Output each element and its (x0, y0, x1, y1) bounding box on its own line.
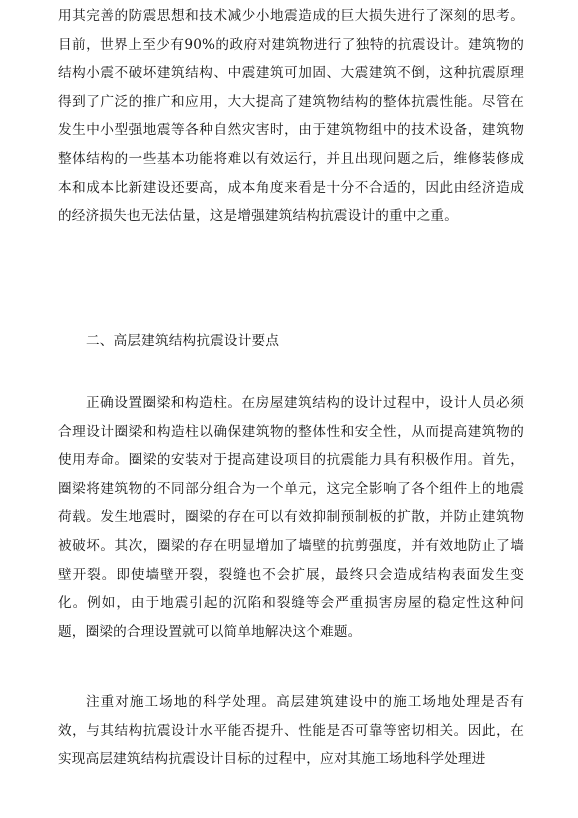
body-paragraph-2: 正确设置圈梁和构造柱。在房屋建筑结构的设计过程中，设计人员必须合理设计圈梁和构造柱以确保建筑物的整体性和安全性，从而提高建筑物的使用寿命。圈梁的安装对于提高建设项目的抗震能力具有积极作用。首先，圈梁将建筑物的不同部分组合为一个单元，这完全影响了各个组件上的地震荷载。发生地震时，圈梁的存在可以有效抑制预制板的扩散，并防止建筑物被破坏。其次，圈梁的存在明显增加了墙壁的抗剪强度，并有效地防止了墙壁开裂。即使墙壁开裂，裂缝也不会扩展，最终只会造成结构表面发生变化。例如，由于地震引起的沉陷和裂缝等会严重损害房屋的稳定性这种问题，圈梁的合理设置就可以简单地解决这个难题。 (58, 395, 524, 640)
section-heading: 二、高层建筑结构抗震设计要点 (86, 333, 280, 349)
body-paragraph-3: 注重对施工场地的科学处理。高层建筑建设中的施工场地处理是否有效，与其结构抗震设计水平能否提升、性能是否可靠等密切相关。因此，在实现高层建筑结构抗震设计目标的过程中，应对其施工场地科学处理进 (58, 694, 524, 768)
body-paragraph-1: 用其完善的防震思想和技术减少小地震造成的巨大损失进行了深刻的思考。目前，世界上至少有90%的政府对建筑物进行了独特的抗震设计。建筑物的结构小震不破坏建筑结构、中震建筑可加固、大震建筑不倒，这种抗震原理得到了广泛的推广和应用，大大提高了建筑物结构的整体抗震性能。尽管在发生中小型强地震等各种自然灾害时，由于建筑物组中的技术设备，建筑物整体结构的一些基本功能将难以有效运行，并且出现问题之后，维修装修成本和成本比新建设还要高，成本角度来看是十分不合适的，因此由经济造成的经济损失也无法估量，这是增强建筑结构抗震设计的重中之重。 (58, 8, 524, 225)
